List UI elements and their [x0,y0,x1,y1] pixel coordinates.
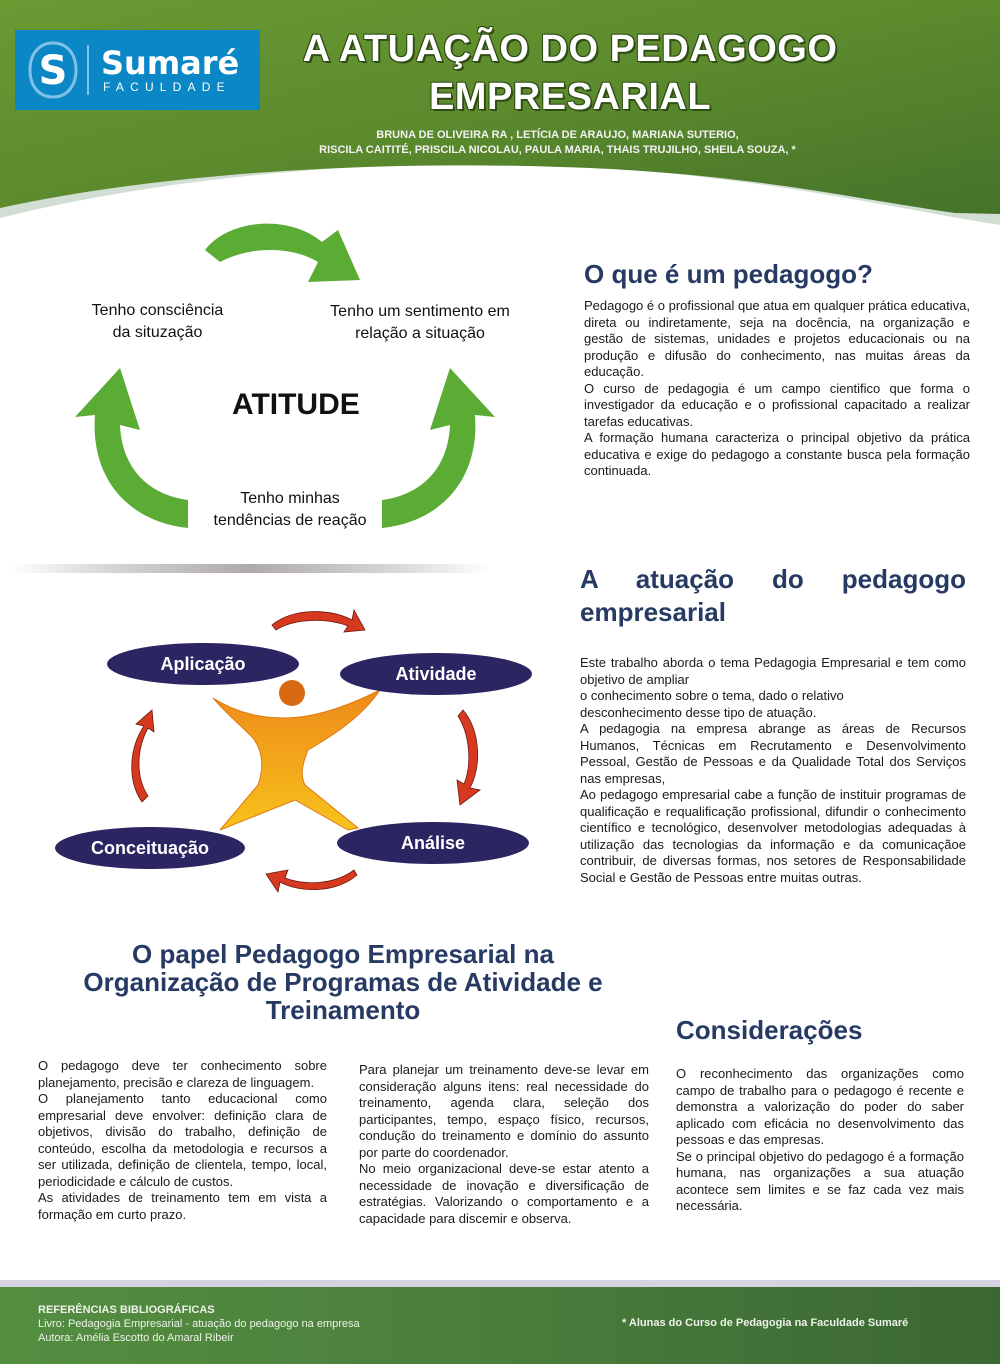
node-analise: Análise [337,822,529,864]
logo-name: Sumaré [101,44,240,82]
logo-subtitle: FACULDADE [103,80,231,94]
references-title: REFERÊNCIAS BIBLIOGRÁFICAS [38,1304,215,1316]
reference-author: Autora: Amélia Escotto do Amaral Ribeir [38,1332,234,1344]
section-what-is-pedagogue [584,258,970,480]
section-title: O que é um pedagogo? [584,259,873,289]
section-body: O reconhecimento das organizações como campo de trabalho para o pedagogo é recente e demonstra a valorização do poder do saber aplicado com eficácia no desenvolvimento das pessoas e das empresas. Se o principal objetivo do pedagogo é a formação humana, nas organizações a sua atuação acontece sem limites e se faz cada vez mais necessária. [676,1066,964,1213]
svg-text:S: S [38,48,68,94]
divider [10,564,490,573]
authors [280,128,835,158]
attitude-cycle-diagram [60,210,540,540]
poster-footer [0,1287,1000,1364]
section-body: Este trabalho aborda o tema Pedagogia Empresarial e tem como objetivo de ampliar o conhecimento sobre o tema, dado o relativo desconhecimento desse tipo de atuação. A pedagogia na empresa abrange as áreas de Recursos Humanos, Técnicas em Recrutamento e Desenvolvimento Pessoal, Gestão de Pessoas e da Qualidade Total dos Serviços nas empresas, Ao pedagogo empresarial cabe a função de instituir programas de qualificação e requalificação profissional, difundir o conhecimento científico e tecnológico, desenvolver metodologias adequadas à utilização das tecnologias da informação e da comunicaçãoe contribuir, de diversas formas, nos setores de Responsabilidade Social e Gestão de Pessoas entre muitas outras. [580,655,966,885]
label-reaction: Tenho minhas tendências de reação [213,490,367,529]
poster-header [0,0,1000,230]
section-role-title: O papel Pedagogo Empresarial na Organização de Programas de Atividade e Treinamento [83,939,603,1025]
sumare-s-mark-icon [27,40,79,100]
authors-line-2: RISCILA CAITITÉ, PRISCILA NICOLAU, PAULA MARIA, THAIS TRUJILHO, SHEILA SOUZA, * [319,144,796,156]
node-aplicacao: Aplicação [107,643,299,685]
footnote: * Alunas do Curso de Pedagogia na Faculdade Sumaré [622,1317,909,1329]
section-business-pedagogue [580,563,966,886]
label-attitude: ATITUDE [232,388,360,421]
footer-divider [0,1280,1000,1287]
title-line-1: A ATUAÇÃO DO PEDAGOGO [302,28,838,70]
section-role-column-1: O pedagogo deve ter conhecimento sobre planejamento, precisão e clareza de linguagem. O planejamento tanto educacional como empresarial deve envolver: definição clara de objetivos, divisão do trabalho, definição de conteúdo, escolha da metodologia e recursos a ser utilizada, definição de clientela, tempo, local, periodicidade e cálculo de custos. As atividades de treinamento tem em vista a formação em curto prazo. [38,1058,327,1222]
section-body: Pedagogo é o profissional que atua em qualquer prática educativa, direta ou indiretamente, seja na docência, na organização e gestão de sistemas, unidades e projetos educacionais ou na produção e difusão do conhecimento, nas muitas áreas da educação. O curso de pedagogia é um campo cientifico que forma o investigador da educação e o profissional capacitado a realizar tarefas educativas. A formação humana caracteriza o principal objetivo da prática educativa e exige do pedagogo a constante busca pela formação continuada. [584,298,970,478]
poster-title [270,25,870,121]
node-conceituacao: Conceituação [55,827,245,869]
references [38,1303,360,1345]
authors-line-1: BRUNA DE OLIVEIRA RA , LETÍCIA DE ARAUJO, MARIANA SUTERIO, [376,129,739,141]
sumare-logo [15,30,260,110]
logo-divider [87,45,89,95]
title-line-2: EMPRESARIAL [428,76,712,118]
learning-cycle-diagram [40,590,530,910]
node-atividade: Atividade [340,653,532,695]
section-title: Considerações [676,1015,863,1045]
reference-book: Livro: Pedagogia Empresarial - atuação do pedagogo na empresa [38,1318,360,1330]
section-role-column-2: Para planejar um treinamento deve-se levar em consideração alguns itens: real necessidade do treinamento, agenda clara, seleção dos participantes, tempo, espaço físico, recursos, condução do treinamento e domínio do assunto por parte do coordenador. No meio organizacional deve-se estar atento a necessidade de inovação e diversificação de estratégias. Valorizando o comportamento e a capacidade para discemir e observa. [359,1062,649,1226]
section-considerations [676,1014,964,1215]
section-title: A atuação do pedagogo empresarial [580,564,966,627]
label-feeling: Tenho um sentimento em relação a situação [330,303,510,342]
label-awareness: Tenho consciência da situzação [91,302,224,341]
